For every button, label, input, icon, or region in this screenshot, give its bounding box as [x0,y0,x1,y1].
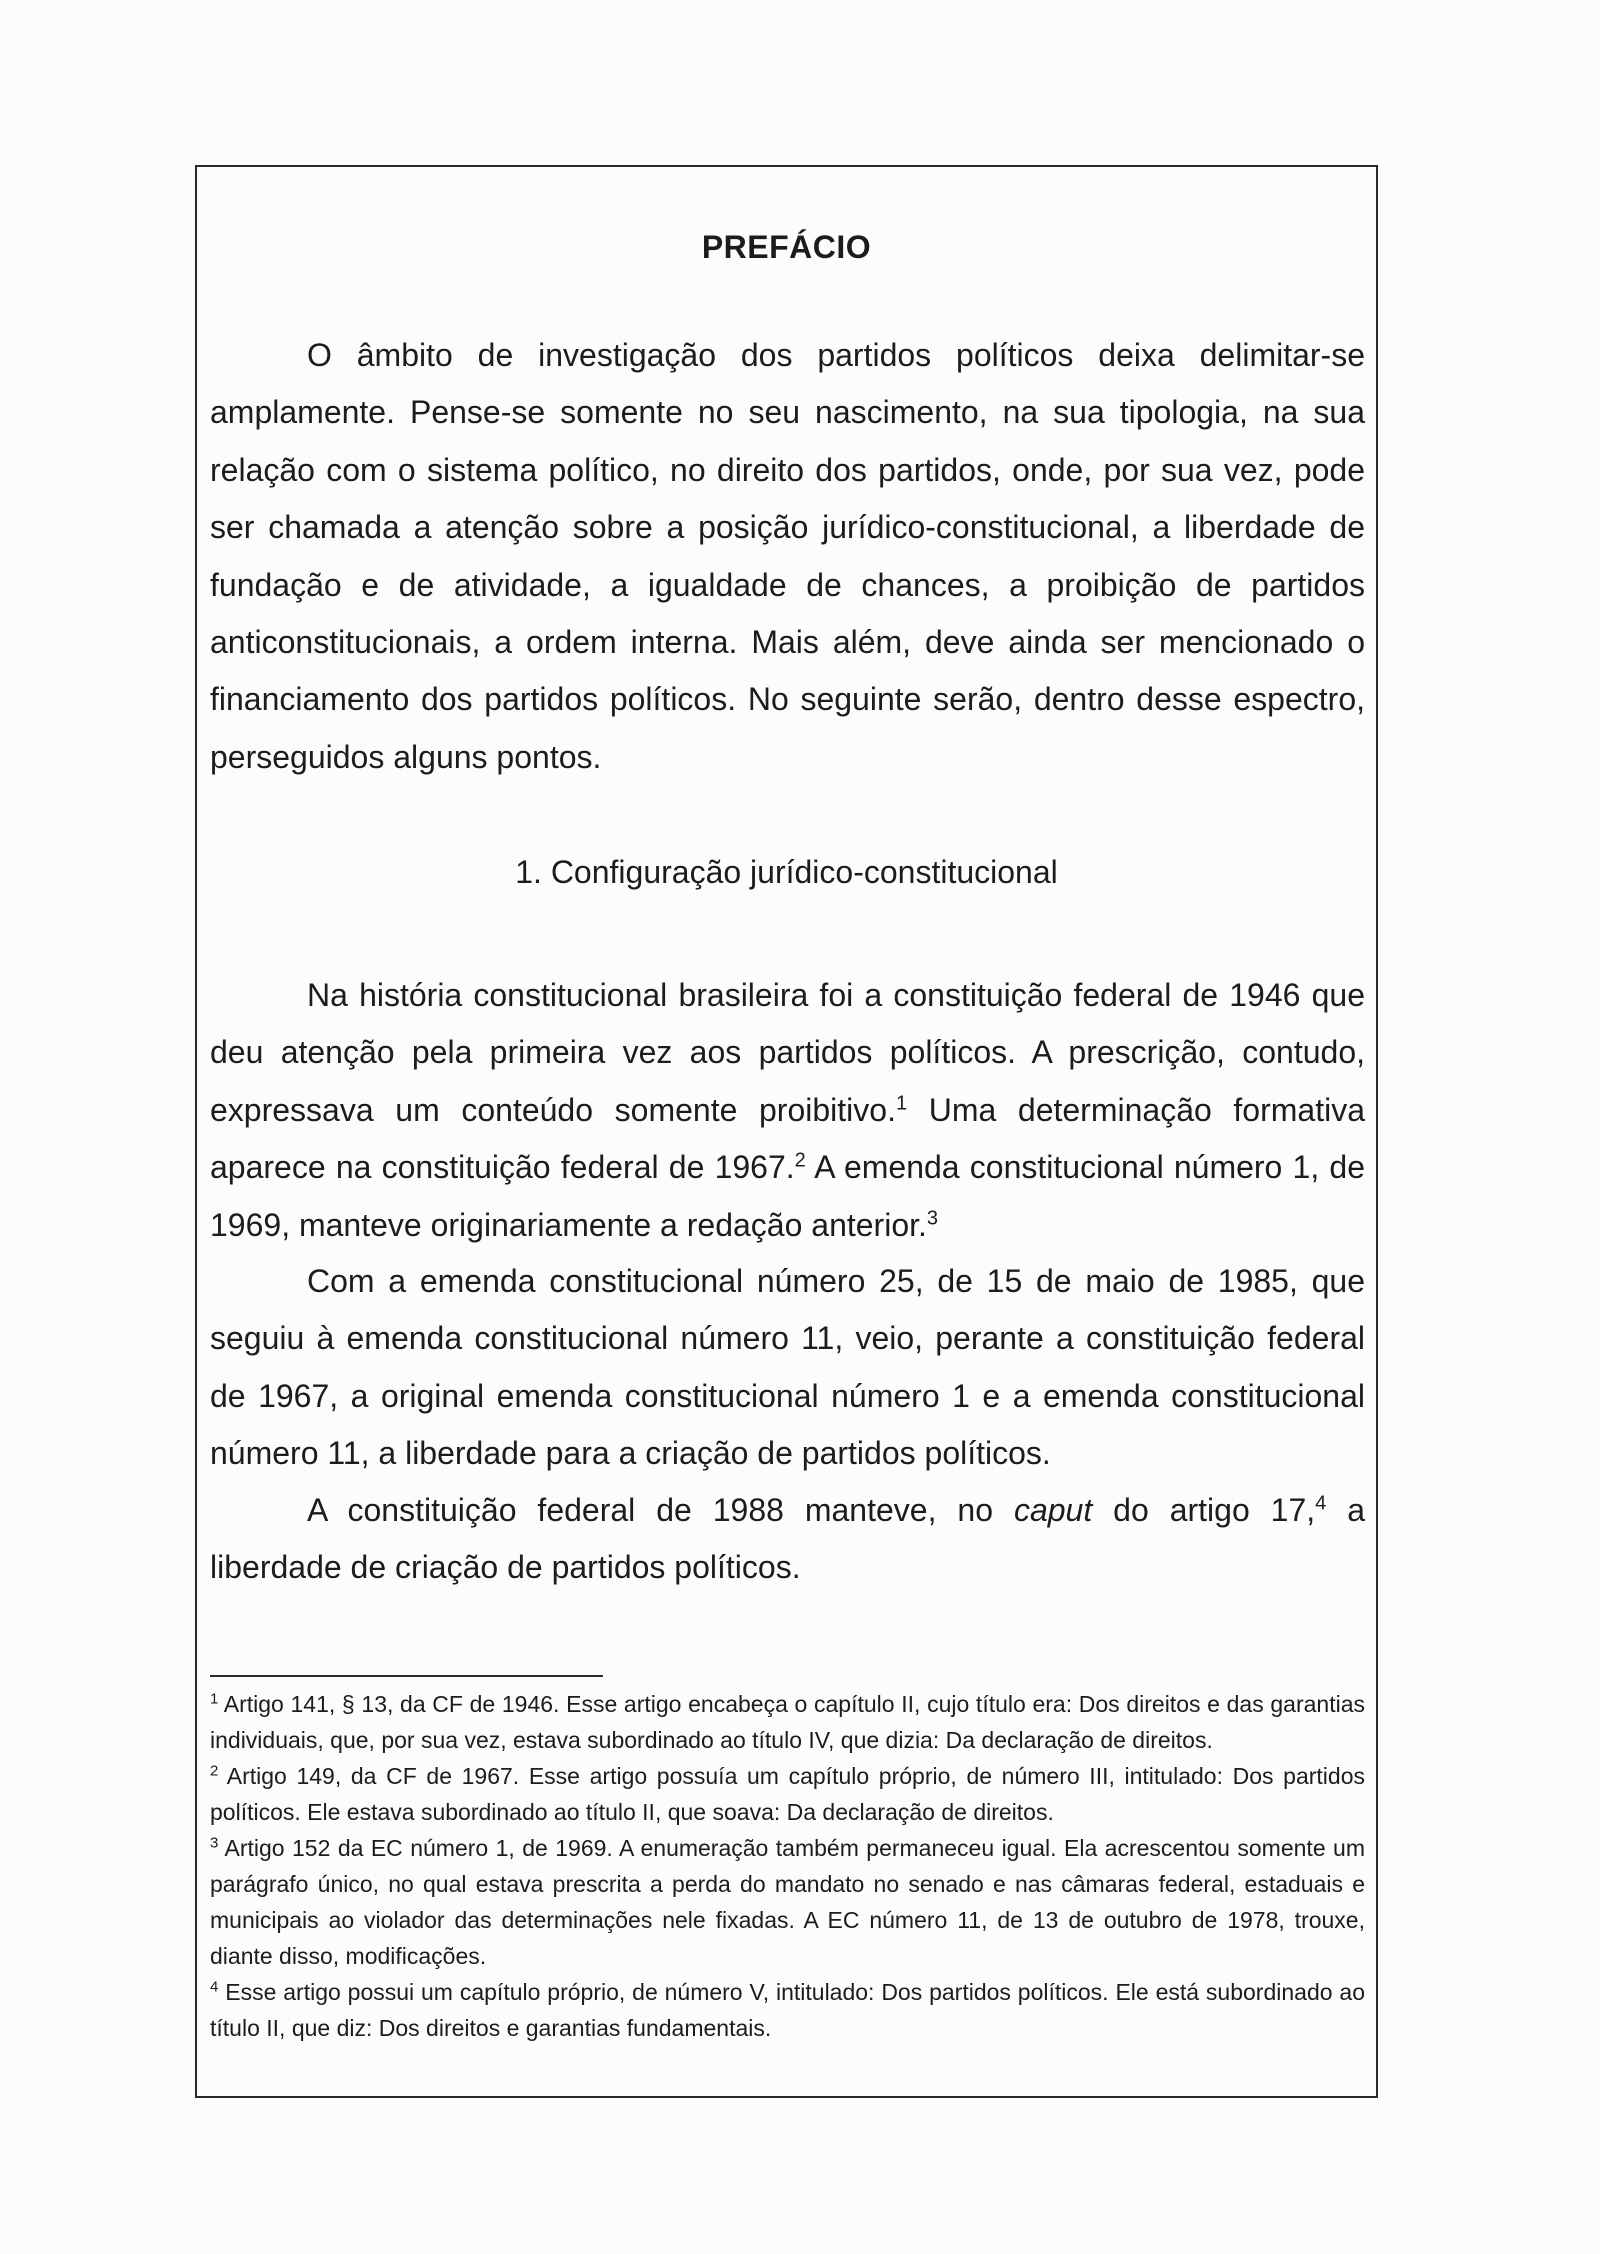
footnote-4 [210,1974,1365,2046]
footnote-ref-3: 3 [926,1206,939,1229]
footnote-ref-4: 4 [1315,1492,1327,1515]
footnote-text: Esse artigo possui um capítulo próprio, de número V, intitulado: Dos partidos políticos. Ele está subordinado ao título II, que diz: Dos direitos e garantias fundamentais. [210,1979,1365,2041]
page-title: PREFÁCIO [701,229,872,265]
footnote-number: 4 [210,1978,219,1996]
paragraph-amendment-25: Com a emenda constitucional número 25, de 15 de maio de 1985, que seguiu à emenda constitucional número 11, veio, perante a constituição federal de 1967, a original emenda constitucional número 1 e a emenda constitucional número 11, a liberdade para a criação de partidos políticos. [210,1263,1365,1472]
paragraph-text: a liberdade de criação de partidos políticos. [210,1492,1366,1586]
paragraph-text: A emenda constitucional número 1, de 1969, manteve originariamente a redação anterior. [210,1149,1366,1243]
footnote-number: 2 [210,1762,219,1780]
footnotes [210,1686,1365,2046]
paragraph-history [210,967,1365,1254]
footnote-3 [210,1830,1365,1974]
footnote-1 [210,1686,1365,1758]
paragraph-text: do artigo 17, [1092,1492,1316,1528]
footnote-separator [210,1675,603,1677]
paragraph-text: A constituição federal de 1988 manteve, no [307,1492,1014,1528]
footnote-2 [210,1758,1365,1830]
footnote-number: 3 [210,1834,219,1852]
section-heading: 1. Configuração jurídico-constitucional [515,854,1058,890]
paragraph-text: Na história constitucional brasileira foi a constituição federal de 1946 que deu atenção pela primeira vez aos partidos políticos. A prescrição, contudo, expressava um conteúdo somente proibitivo. [210,977,1365,1128]
footnote-text: Artigo 152 da EC número 1, de 1969. A enumeração também permaneceu igual. Ela acrescentou somente um parágrafo único, no qual estava prescrita a perda do mandato no senado e nas câmaras federal, estaduais e municipais ao violador das determinações nele fixadas. A EC número 11, de 13 de outubro de 1978, trouxe, diante disso, modificações. [210,1835,1365,1969]
footnote-number: 1 [210,1690,219,1708]
paragraph-text: Uma determinação formativa aparece na constituição federal de 1967. [210,1091,1365,1186]
footnote-text: Artigo 141, § 13, da CF de 1946. Esse artigo encabeça o capítulo II, cujo título era: Dos direitos e das garantias individuais, que, por sua vez, estava subordinado ao título IV, que dizia: Da declaração de direitos. [210,1691,1365,1753]
intro-paragraph: O âmbito de investigação dos partidos políticos deixa delimitar-se amplamente. Pense-se somente no seu nascimento, na sua tipologia, na sua relação com o sistema político, no direito dos partidos, onde, por sua vez, pode ser chamada a atenção sobre a posição jurídico-constitucional, a liberdade de fundação e de atividade, a igualdade de chances, a proibição de partidos anticonstitucionais, a ordem interna. Mais além, deve ainda ser mencionado o financiamento dos partidos políticos. No seguinte serão, dentro desse espectro, perseguidos alguns pontos. [210,337,1365,775]
footnote-text: Artigo 149, da CF de 1967. Esse artigo possuía um capítulo próprio, de número III, intitulado: Dos partidos políticos. Ele estava subordinado ao título II, que soava: Da declaração de direitos. [210,1763,1365,1825]
footnote-ref-2: 2 [794,1149,806,1172]
paragraph-constitution-1988 [210,1482,1365,1597]
footnote-ref-1: 1 [895,1092,908,1115]
italic-term: caput [1013,1492,1093,1528]
page-frame [195,165,1378,2098]
